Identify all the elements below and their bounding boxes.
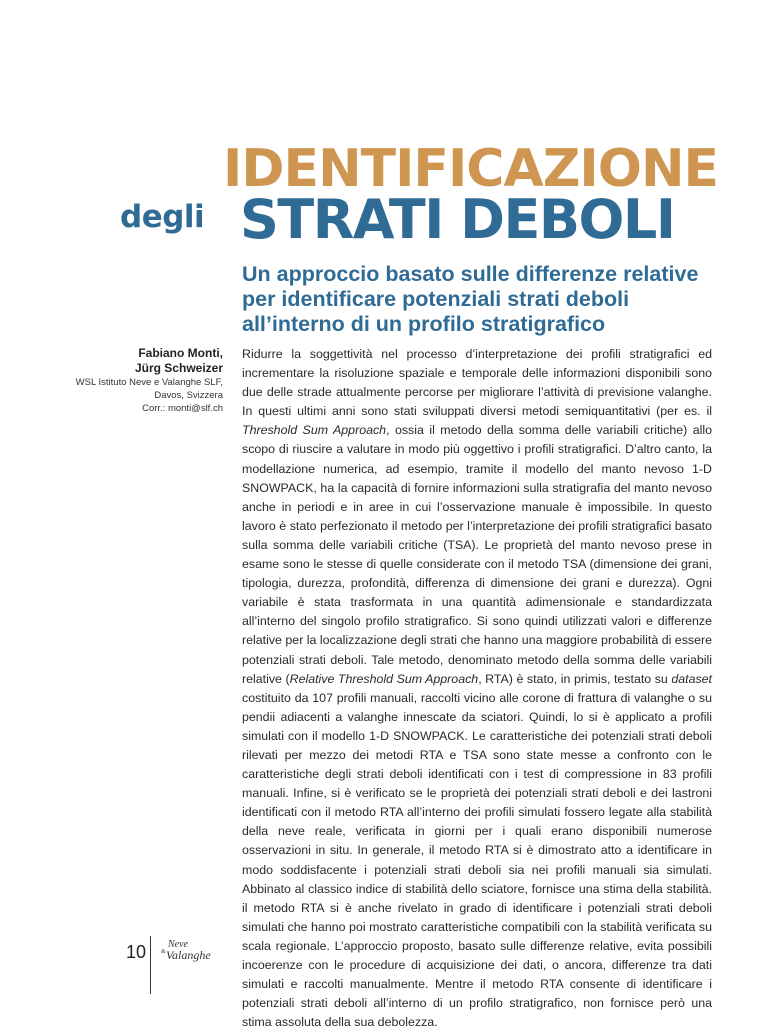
footer-divider: [150, 936, 151, 994]
abstract-emphasis-3: dataset: [671, 671, 713, 686]
title-strati-deboli: STRATI DEBOLI: [240, 188, 675, 251]
logo-valanghe: Valanghe: [166, 948, 211, 962]
page-number: 10: [126, 942, 147, 962]
title-line-identificazione: IDENTIFICAZIONE: [223, 139, 718, 199]
author-name-2: Jürg Schweizer: [134, 361, 223, 375]
abstract-emphasis-2: Relative Threshold Sum Approach: [289, 671, 479, 686]
abstract-text-2: , ossia il metodo della somma delle variabili critiche) allo scopo di riuscire a valutare in modo più oggettivo i profili stratigrafici. D’altro canto, la modellazione numerica, ad esempio, tramite il modello del manto nevoso 1-D SNOWPACK, ha la capacità di fornire informazioni sulla stratigrafia del manto nevoso anche in periodi e in aree in cui l’osservazione manuale è impossibile. In questo lavoro è stato perfezionato il metodo per l’interpretazione dei profili stratigrafici basato sulla somma delle variabili critiche (TSA). Le proprietà del manto nevoso prese in esame sono le stesse di quelle considerate con il metodo TSA (dimensione dei grani, tipologia, durezza, profondità, differenza di dimensione dei grani e durezza). Ogni variabile è stata trasformata in una quantità adimensionale e standardizzata all’interno del singolo profilo stratigrafico. Si sono quindi utilizzati valori e differenze relative per la localizzazione degli strati che hanno una maggiore probabilità di essere potenziali strati deboli. Tale metodo, denominato metodo della somma delle variabili relative (: [242, 423, 712, 686]
author-block: [20, 346, 223, 415]
abstract-text-1: Ridurre la soggettività nel processo d’interpretazione dei profili stratigrafici ed incrementare la risoluzione spaziale e temporale delle informazioni disponibili sono due delle strade attualmente percorse per migliorare l’attività di previsione valanghe. In questi ultimi anni sono stati sviluppati diversi metodi semiquantitativi (per es. il: [242, 347, 712, 419]
abstract-paragraph: [242, 345, 712, 1032]
author-contact: Corr.: monti@slf.ch: [142, 403, 223, 414]
author-affiliation: WSL Istituto Neve e Valanghe SLF,: [75, 377, 223, 388]
author-location: Davos, Svizzera: [154, 390, 223, 401]
article-subtitle: Un approccio basato sulle differenze relative per identificare potenziali strati deboli all’interno di un profilo stratigrafico: [242, 262, 699, 336]
logo-ampersand: &: [161, 949, 166, 955]
abstract-text-3: , RTA) è stato, in primis, testato su: [478, 671, 672, 686]
abstract-emphasis-1: Threshold Sum Approach: [242, 423, 387, 438]
title-prefix-degli: degli: [120, 199, 205, 235]
logo-neve: Neve: [168, 939, 188, 950]
neve-valanghe-logo: [157, 939, 211, 969]
abstract-text-4: costituito da 107 profili manuali, raccolti vicino alle corone di frattura di valanghe o su pendii adiacenti a valanghe innescate da sciatori. Quindi, lo si è applicato a profili simulati con il modello 1-D SNOWPACK. Le caratteristiche dei potenziali strati deboli rilevati per mezzo dei metodi RTA e TSA sono state messe a confronto con le caratteristiche degli strati deboli identificati con i test di compressione in 83 profili manuali. Infine, si è verificato se le proprietà dei potenziali strati deboli e dei lastroni identificati con il metodo RTA all’interno dei profili simulati fossero legate alla stabilità della neve reale, verificata in giorni per i quali erano disponibili numerose osservazioni in situ. In generale, il metodo RTA si è dimostrato atto a identificare in modo soddisfacente i potenziali strati deboli sia nei profili manuali sia simulati. Abbinato al classico indice di stabilità dello sciatore, fornisce una stima della stabilità. il metodo RTA si è anche rivelato in grado di identificare i potenziali strati deboli simulati che hanno poi mostrato caratteristiche compatibili con la stabilità verificata su scala regionale. L’approccio proposto, basato sulle differenze relative, evita possibili incoerenze con le procedure di acquisizione dei dati, o ancora, differenze tra dati simulati e raccolti manualmente. Mentre il metodo RTA consente di identificare i potenziali strati deboli all’interno di un profilo stratigrafico, non fornisce però una stima assoluta della sua debolezza.: [242, 690, 712, 1030]
author-name-1: Fabiano Monti,: [138, 346, 223, 360]
title-line-strati-deboli: [112, 188, 702, 254]
